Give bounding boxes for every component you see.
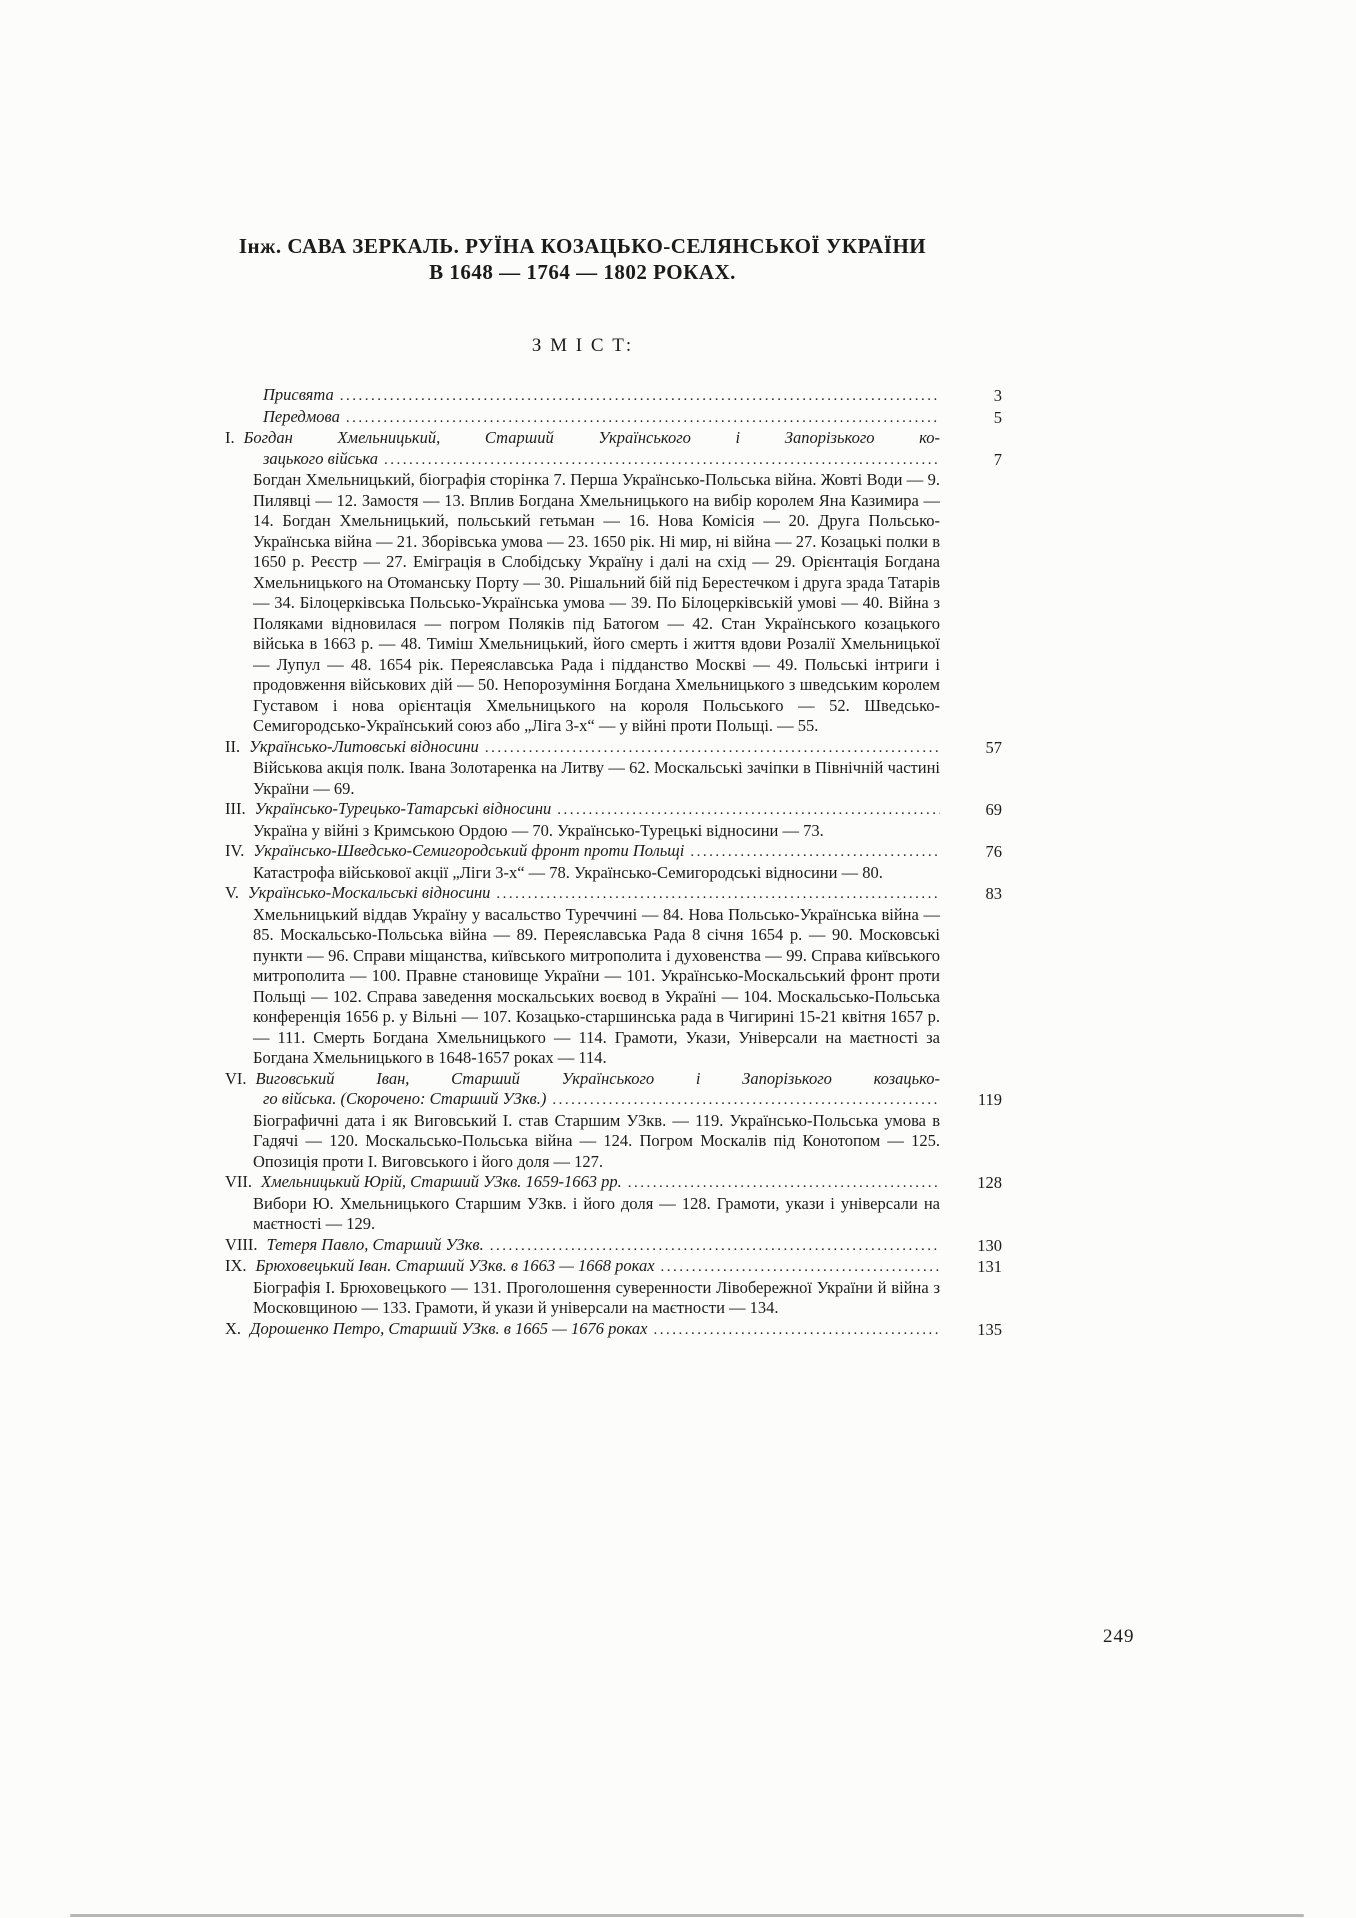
toc-title-line xyxy=(225,737,940,759)
toc-section-description: Біографія І. Брюховецького — 131. Проголошення суверенности Лівобережної України й війна з Московщиною — 133. Грамоти, й укази й універсали на маєтности — 134. xyxy=(253,1277,940,1317)
toc-item-page-number: 5 xyxy=(993,407,1002,427)
toc-item-label: Присвята xyxy=(263,385,334,404)
toc-section-page-number: 128 xyxy=(977,1173,1002,1192)
toc-section-title-continued: го війська. (Скорочено: Старший УЗкв.) xyxy=(263,1089,547,1108)
toc-title-line xyxy=(263,1089,940,1111)
toc-title-line xyxy=(263,407,940,429)
toc-entry-row xyxy=(225,883,1005,905)
toc-entry-text-column xyxy=(225,407,940,429)
toc-section-title: Дорошенко Петро, Старший УЗкв. в 1665 — 1676 роках xyxy=(250,1318,648,1338)
toc-section-title: Тетеря Павло, Старший УЗкв. xyxy=(266,1234,484,1254)
toc-section-title: Українсько-Москальські відносини xyxy=(247,883,491,902)
toc-section-description: Вибори Ю. Хмельницького Старшим УЗкв. і його доля — 128. Грамоти, укази і універсали на маєтності — 129. xyxy=(253,1193,940,1233)
toc-section-page-number: 57 xyxy=(985,737,1002,757)
toc-entry-text-column xyxy=(225,1319,940,1341)
contents-heading: З М І С Т: xyxy=(531,335,634,356)
toc-entry-row xyxy=(225,1172,1005,1194)
toc-section-description: Катастрофа військової акції „Ліги 3-х“ — 78. Українсько-Семигородські відносини — 80. xyxy=(253,862,883,882)
toc-entry-row xyxy=(225,1235,1005,1257)
toc-front-item xyxy=(225,407,1005,429)
toc-item-label: Передмова xyxy=(263,406,340,426)
toc-entry-text-column xyxy=(225,385,940,407)
toc-section-title: Виговський Іван, Старший Українського і Запорізького козацько- xyxy=(255,1068,940,1088)
scan-edge-artifact xyxy=(70,1914,1304,1917)
toc-entry-text-column xyxy=(225,1069,940,1111)
toc-item-page-number: 3 xyxy=(993,386,1002,405)
toc-section-page-number: 131 xyxy=(977,1257,1002,1276)
toc-entry-row xyxy=(225,1256,1005,1278)
toc-section-page-number: 76 xyxy=(985,842,1002,861)
toc-section-numeral: IV. xyxy=(225,841,245,860)
toc-section-page-number: 135 xyxy=(977,1319,1002,1339)
toc-entry-text-column xyxy=(225,1172,940,1194)
toc-section-description: Хмельницький віддав Україну у васальство Туреччині — 84. Нова Польсько-Українська війна — 85. Москальсько-Польська війна — 89. Переяславська Рада 8 січня 1654 р. — 90. Московські пункти — 96. Справи міщанства, київського митрополита і духовенства — 99. Справа київського митрополита — 100. Правне становище України — 101. Українсько-Москальський фронт проти Польщі — 102. Справа заведення москальських воєвод в Україні — 104. Москальсько-Польська конференція 1656 р. у Вільні — 107. Козацько-старшинська рада в Чигирині 15-21 квітня 1657 р. — 111. Смерть Богдана Хмельницького — 114. Грамоти, Укази, Універсали на маєтності за Богдана Хмельницького в 1648-1657 роках — 114. xyxy=(253,904,940,1067)
toc-entry-text-column xyxy=(225,799,940,821)
toc-section xyxy=(225,428,1005,737)
toc-section-page-number: 119 xyxy=(977,1090,1002,1109)
toc-section-description: Біографичні дата і як Виговський І. став Старшим УЗкв. — 119. Українсько-Польська умова в Гадячі — 120. Москальсько-Польська війна — 124. Погром Москалів під Конотопом — 125. Опозиція проти І. Виговського і його доля — 127. xyxy=(253,1110,940,1171)
toc-entry-row xyxy=(225,737,1005,759)
toc-title-line xyxy=(225,1235,940,1257)
book-title xyxy=(225,233,940,285)
toc-section xyxy=(225,1069,1005,1173)
dot-leader xyxy=(653,1319,940,1341)
toc-entry-row xyxy=(225,407,1005,429)
toc-section-title: Українсько-Шведсько-Семигородський фронт проти Польщі xyxy=(253,841,685,860)
toc-entry-text-column xyxy=(225,1235,940,1257)
toc-title-line xyxy=(225,1069,940,1090)
toc-title-line xyxy=(225,428,940,449)
toc-entry-text-column xyxy=(225,1256,940,1278)
text-block xyxy=(225,233,1005,1340)
dot-leader xyxy=(490,1235,940,1257)
dot-leader xyxy=(346,407,940,429)
toc-entry-text-column xyxy=(225,841,940,863)
dot-leader xyxy=(552,1089,940,1111)
toc-title-line xyxy=(225,883,940,905)
toc-section-page-number: 130 xyxy=(977,1235,1002,1255)
toc-section-title: Брюховецький Іван. Старший УЗкв. в 1663 — 1668 роках xyxy=(255,1256,655,1275)
toc-entry-row xyxy=(225,385,1005,407)
toc-section-title-continued: зацького війська xyxy=(263,448,378,468)
toc-title-line xyxy=(263,385,940,407)
toc-section xyxy=(225,1172,1005,1235)
toc-section xyxy=(225,1319,1005,1341)
toc-section-numeral: IX. xyxy=(225,1256,247,1275)
toc-section-description: Україна у війні з Кримською Ордою — 70. Українсько-Турецькі відносини — 73. xyxy=(253,820,824,840)
dot-leader xyxy=(496,883,940,905)
toc-section-title: Українсько-Литовські відносини xyxy=(249,736,479,756)
toc-section xyxy=(225,841,1005,883)
toc-title-line xyxy=(263,449,940,471)
toc-entry-row xyxy=(225,1069,1005,1111)
toc-section-title: Хмельницький Юрій, Старший УЗкв. 1659-1663 рр. xyxy=(261,1172,622,1191)
dot-leader xyxy=(384,449,940,471)
toc-section-numeral: III. xyxy=(225,799,246,818)
toc-section-page-number: 69 xyxy=(985,800,1002,819)
toc-entry-row xyxy=(225,428,1005,470)
toc-section xyxy=(225,799,1005,841)
toc-section-numeral: I. xyxy=(225,428,235,447)
toc-section-numeral: VII. xyxy=(225,1172,253,1191)
toc-title-line xyxy=(225,1172,940,1194)
toc-entry-row xyxy=(225,799,1005,821)
toc-entry-row xyxy=(225,841,1005,863)
toc-section-numeral: II. xyxy=(225,736,241,756)
toc-section xyxy=(225,883,1005,1069)
dot-leader xyxy=(485,737,940,759)
toc-section-numeral: VIII. xyxy=(225,1234,258,1254)
dot-leader xyxy=(690,841,940,863)
toc-section xyxy=(225,737,1005,800)
dot-leader xyxy=(340,385,940,407)
dot-leader xyxy=(661,1256,940,1278)
toc-entry-text-column xyxy=(225,428,940,470)
toc-entry-row xyxy=(225,1319,1005,1341)
toc-entry-text-column xyxy=(225,883,940,905)
toc-title-line xyxy=(225,1256,940,1278)
toc-section-title: Богдан Хмельницький, Старший Українського і Запорізького ко- xyxy=(243,428,940,447)
toc-entry-text-column xyxy=(225,737,940,759)
dot-leader xyxy=(628,1172,940,1194)
table-of-contents xyxy=(225,385,1005,1340)
toc-section-page-number: 83 xyxy=(985,884,1002,903)
book-title-line1: Інж. САВА ЗЕРКАЛЬ. РУЇНА КОЗАЦЬКО-СЕЛЯНСЬКОЇ УКРАЇНИ xyxy=(238,234,927,258)
toc-section xyxy=(225,1256,1005,1319)
toc-title-line xyxy=(225,799,940,821)
dot-leader xyxy=(557,799,940,821)
page-folio: 249 xyxy=(1103,1626,1135,1647)
toc-section-description: Військова акція полк. Івана Золотаренка на Литву — 62. Москальські зачіпки в Північній частині України — 69. xyxy=(253,758,940,798)
toc-section xyxy=(225,1235,1005,1257)
toc-title-line xyxy=(225,841,940,863)
book-title-line2: В 1648 — 1764 — 1802 РОКАХ. xyxy=(429,260,736,284)
toc-section-numeral: V. xyxy=(225,883,239,902)
toc-section-title: Українсько-Турецько-Татарські відносини xyxy=(254,799,552,818)
toc-title-line xyxy=(225,1319,940,1341)
toc-section-numeral: X. xyxy=(225,1318,242,1338)
toc-front-item xyxy=(225,385,1005,407)
toc-section-numeral: VI. xyxy=(225,1068,247,1088)
toc-section-page-number: 7 xyxy=(993,449,1002,469)
toc-section-description: Богдан Хмельницький, біографія сторінка 7. Перша Українсько-Польська війна. Жовті Води — 9. Пилявці — 12. Замостя — 13. Вплив Богдана Хмельницького на вибір королем Яна Казимира — 14. Богдан Хмельницький, польський гетьман — 16. Нова Комісія — 20. Друга Польсько-Українська війна — 21. Зборівська умова — 23. 1650 рік. Ні мир, ні війна — 27. Козацькі полки в 1650 р. Реєстр — 27. Еміграція в Слобідську Україну і далі на схід — 29. Орієнтація Богдана Хмельницького на Отоманську Порту — 30. Рішальний бій під Берестечком і друга зрада Татарів — 34. Білоцерківська Польсько-Українська умова — 39. По Білоцерківській умові — 40. Війна з Поляками відновилася — погром Поляків під Батогом — 42. Стан Українського козацького війська в 1663 р. — 48. Тиміш Хмельницький, його смерть і життя вдови Розалії Хмельницької — Лупул — 48. 1654 рік. Переяславська Рада і підданство Москві — 49. Польські інтриги і продовження військових дій — 50. Непорозуміння Богдана Хмельницького з шведським королем Густавом і нова орієнтація Хмельницького на короля Польського — 52. Шведсько-Семигородсько-Український союз або „Ліга 3-х“ — у війні проти Польщі. — 55. xyxy=(253,470,940,735)
